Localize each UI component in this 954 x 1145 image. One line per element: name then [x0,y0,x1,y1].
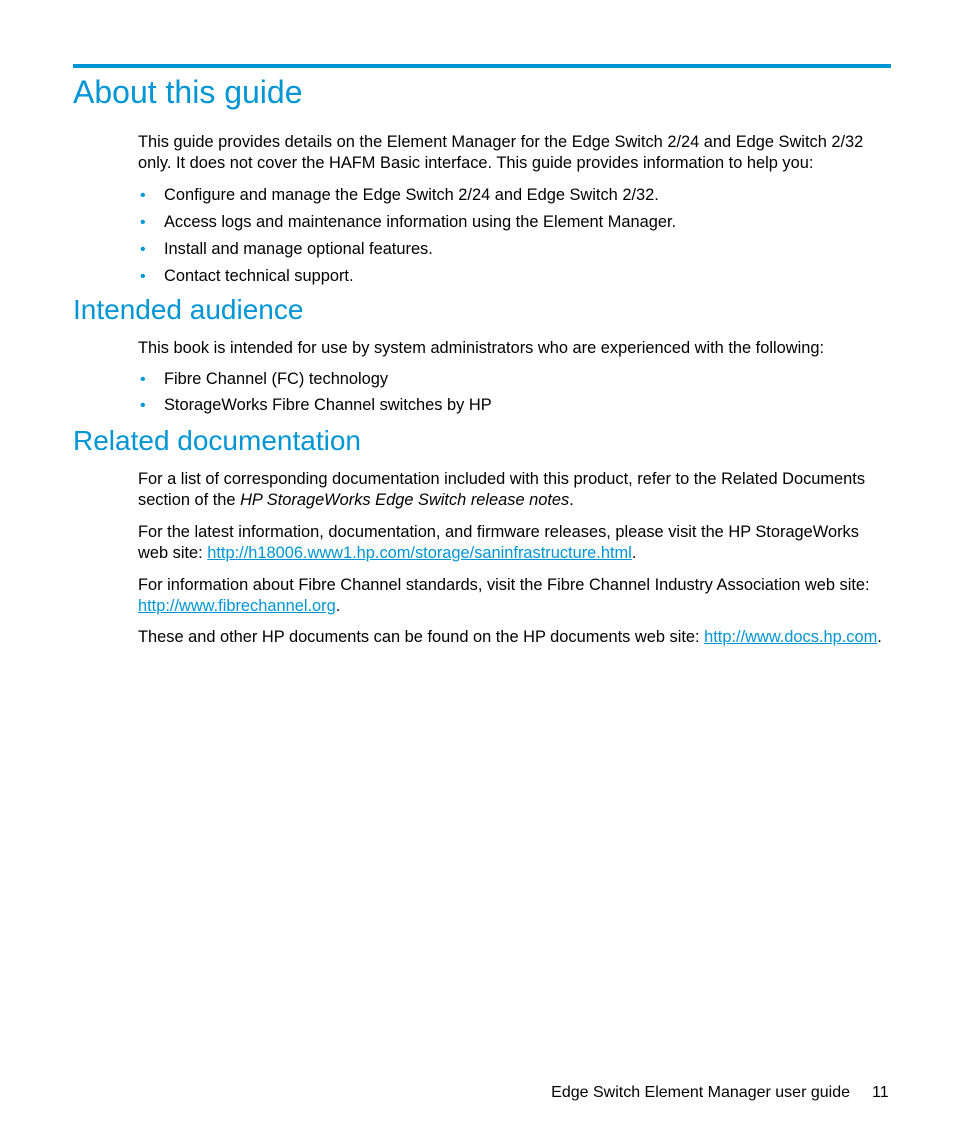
top-rule [73,64,891,68]
page-title: About this guide [73,74,303,110]
intro-bullet-list [138,185,890,287]
related-docs-paragraph-1 [138,469,890,511]
audience-bullet-list [138,369,890,416]
related-docs-paragraph-3 [138,575,890,617]
bullet-dot-icon: • [140,371,146,388]
list-item [138,369,890,390]
list-item-text: StorageWorks Fibre Channel switches by HP [164,396,492,414]
paragraph-end: . [877,628,882,646]
release-notes-title: HP StorageWorks Edge Switch release notes [240,491,570,509]
intended-audience-heading: Intended audience [73,294,304,325]
paragraph-text: For the latest information, documentation, and firmware releases, please visit the HP StorageWorks web site: [138,523,859,562]
list-item-text: Fibre Channel (FC) technology [164,370,389,388]
paragraph-text: For information about Fibre Channel standards, visit the Fibre Channel Industry Association web site: [138,576,870,594]
intended-audience-paragraph: This book is intended for use by system administrators who are experienced with the following: [138,339,825,357]
bullet-dot-icon: • [140,187,146,204]
bullet-dot-icon: • [140,268,146,285]
list-item-text: Configure and manage the Edge Switch 2/24 and Edge Switch 2/32. [164,186,659,204]
hp-storageworks-link[interactable]: http://h18006.www1.hp.com/storage/saninfrastructure.html [207,544,632,562]
list-item-text: Contact technical support. [164,267,354,285]
footer-page-number: 11 [872,1084,889,1101]
bullet-dot-icon: • [140,214,146,231]
paragraph-text: These and other HP documents can be found on the HP documents web site: [138,628,705,646]
list-item-text: Install and manage optional features. [164,240,433,258]
bullet-dot-icon: • [140,397,146,414]
paragraph-end: . [335,597,341,615]
paragraph-text: For a list of corresponding documentation included with this product, refer to the Related Documents section of the [138,470,866,509]
list-item [138,212,890,233]
paragraph-end: . [631,544,637,562]
bullet-dot-icon: • [140,241,146,258]
related-docs-paragraph-4 [138,627,890,648]
related-docs-paragraph-2 [138,522,890,564]
list-item [138,266,890,287]
intro-paragraph: This guide provides details on the Element Manager for the Edge Switch 2/24 and Edge Switch 2/32 only. It does not cover the HAFM Basic interface. This guide provides information to help you: [138,133,864,172]
fibrechannel-link[interactable]: http://www.fibrechannel.org [138,597,336,615]
list-item-text: Access logs and maintenance information using the Element Manager. [164,213,677,231]
footer-guide-name: Edge Switch Element Manager user guide [551,1084,850,1101]
hp-docs-link[interactable]: http://www.docs.hp.com [704,628,878,646]
list-item [138,395,890,416]
related-documentation-heading: Related documentation [73,425,361,456]
list-item [138,185,890,206]
list-item [138,239,890,260]
paragraph-end: . [569,491,574,509]
